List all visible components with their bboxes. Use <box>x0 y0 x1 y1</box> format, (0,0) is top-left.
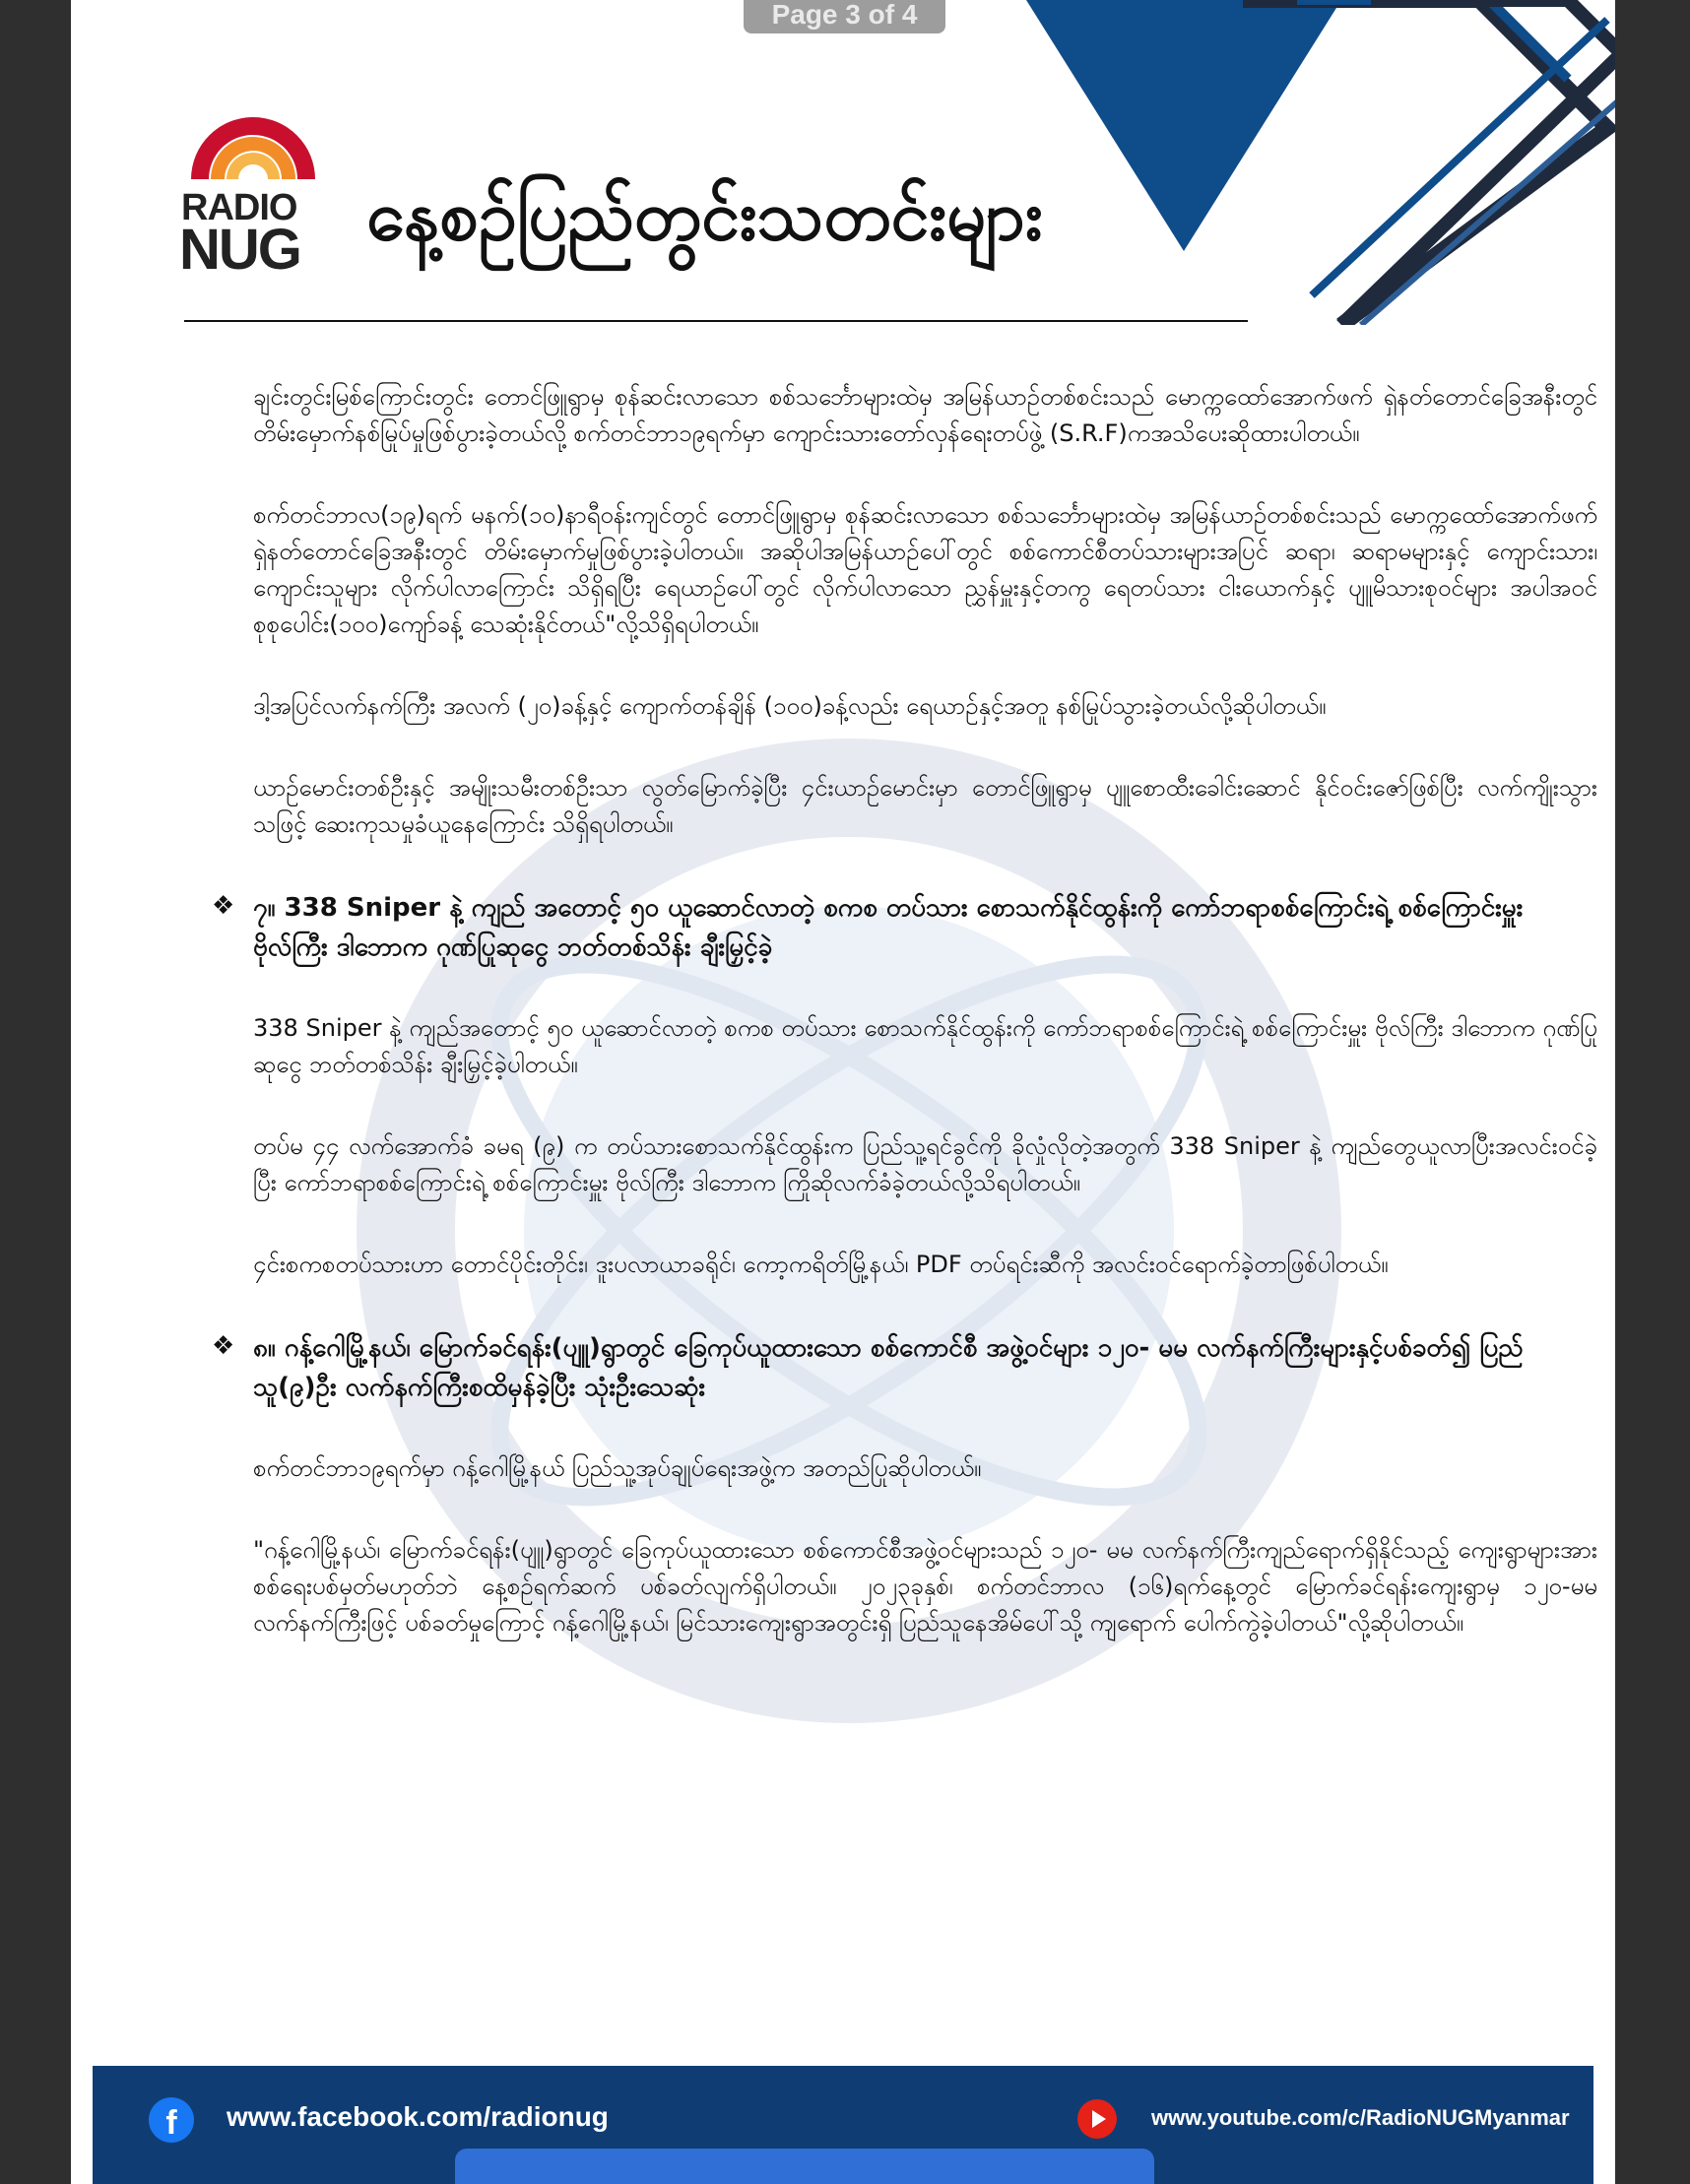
masthead-rule <box>184 320 1248 322</box>
paragraph: ယာဉ်မောင်းတစ်ဦးနှင့် အမျိုးသမီးတစ်ဦးသာ လွတ်မြောက်ခဲ့ပြီး ၄င်းယာဉ်မောင်းမှာ တောင်ဖြူရွာမှ ပျူစောထီးခေါင်းဆောင် နိုင်ဝင်းဇော်ဖြစ်ပြီး လက်ကျိုးသွားသဖြင့် ဆေးကုသမှုခံယူနေကြောင်း သိရှိရပါတယ်။ <box>253 774 1597 838</box>
viewer-margin-left <box>0 0 71 2184</box>
footer-bar <box>93 2066 1593 2184</box>
news-headline <box>212 888 1597 967</box>
headline-text: ၇။ 338 Sniper နဲ့ ကျည် အတောင့် ၅၀ ယူဆောင်လာတဲ့ စကစ တပ်သား စောသက်နိုင်ထွန်းကို ကော်ဘရာစစ်ကြောင်းရဲ့ စစ်ကြောင်းမှူး ဗိုလ်ကြီး ဒါဘောက ဂုဏ်ပြုဆုငွေ ဘတ်တစ်သိန်း ချီးမြှင့်ခဲ့ <box>253 893 1524 962</box>
facebook-link[interactable]: www.facebook.com/radionug <box>227 2101 609 2132</box>
news-headline <box>212 1328 1597 1407</box>
viewer-margin-right <box>1615 0 1690 2184</box>
diamond-bullet-icon: ❖ <box>212 1331 235 1361</box>
headline-text: ၈။ ဂန့်ဂေါမြို့နယ်၊ မြောက်ခင်ရန်း(ပျူ)ရွာတွင် ခြေကုပ်ယူထားသော စစ်ကောင်စီ အဖွဲ့ဝင်များ ၁၂၀- မမ လက်နက်ကြီးများနှင့်ပစ်ခတ်၍ ပြည်သူ(၉)ဦး လက်နက်ကြီးစထိမှန်ခဲ့ပြီး သုံးဦးသေဆုံး <box>253 1333 1524 1402</box>
paragraph: စက်တင်ဘာ၁၉ရက်မှာ ဂန့်ဂေါမြို့နယ် ပြည်သူ့အုပ်ချုပ်ရေးအဖွဲ့က အတည်ပြုဆိုပါတယ်။ <box>253 1454 982 1482</box>
page-indicator: Page 3 of 4 <box>744 0 945 33</box>
article-body <box>212 379 1597 1687</box>
paragraph: ဒါ့အပြင်လက်နက်ကြီး အလက် (၂၀)ခန့်နှင့် ကျောက်တန်ချိန် (၁၀၀)ခန့်လည်း ရေယာဉ်နှင့်အတူ နစ်မြုပ်သွားခဲ့တယ်လို့ဆိုပါတယ်။ <box>253 692 1327 720</box>
corner-decoration <box>1016 0 1615 325</box>
youtube-icon[interactable] <box>1077 2099 1117 2139</box>
masthead-title: နေ့စဉ်ပြည်တွင်းသတင်းများ <box>366 175 1043 256</box>
facebook-icon[interactable]: f <box>149 2097 194 2143</box>
logo-nug-text: NUG <box>179 218 300 282</box>
logo-radio-text: RADIO <box>181 187 297 228</box>
document-page <box>71 0 1615 2184</box>
paragraph: တပ်မ ၄၄ လက်အောက်ခံ ခမရ (၉) က တပ်သားစောသက်နိုင်ထွန်းက ပြည်သူ့ရင်ခွင်ကို ခိုလှုံလိုတဲ့အတွက် 338 Sniper နဲ့ ကျည်တွေယူလာပြီးအလင်းဝင်ခဲ့ပြီး ကော်ဘရာစစ်ကြောင်းရဲ့ စစ်ကြောင်းမှူး ဗိုလ်ကြီး ဒါဘောက ကြိုဆိုလက်ခံခဲ့တယ်လို့သိရပါတယ်။ <box>253 1132 1597 1196</box>
diamond-bullet-icon: ❖ <box>212 891 235 921</box>
paragraph: 338 Sniper နဲ့ ကျည်အတောင့် ၅၀ ယူဆောင်လာတဲ့ စကစ တပ်သား စောသက်နိုင်ထွန်းကို ကော်ဘရာစစ်ကြောင်းရဲ့ စစ်ကြောင်းမှူး ဗိုလ်ကြီး ဒါဘောက ဂုဏ်ပြုဆုငွေ ဘတ်တစ်သိန်း ချီးမြှင့်ခဲ့ပါတယ်။ <box>253 1014 1597 1078</box>
paragraph: "ဂန့်ဂေါမြို့နယ်၊ မြောက်ခင်ရန်း(ပျူ)ရွာတွင် ခြေကုပ်ယူထားသော စစ်ကောင်စီအဖွဲ့ဝင်များသည် ၁၂၀- မမ လက်နက်ကြီးကျည်ရောက်ရှိနိုင်သည့် ကျေးရွာများအား စစ်ရေးပစ်မှတ်မဟုတ်ဘဲ နေ့စဉ်ရက်ဆက် ပစ်ခတ်လျက်ရှိပါတယ်။ ၂၀၂၃ခုနှစ်၊ စက်တင်ဘာလ (၁၆)ရက်နေ့တွင် မြောက်ခင်ရန်းကျေးရွာမှ ၁၂၀-မမ လက်နက်ကြီးဖြင့် ပစ်ခတ်မှုကြောင့် ဂန့်ဂေါမြို့နယ်၊ မြင်သားကျေးရွာအတွင်းရှိ ပြည်သူနေအိမ်ပေါ်သို့ ကျရောက် ပေါက်ကွဲခဲ့ပါတယ်"လို့ဆိုပါတယ်။ <box>253 1536 1597 1637</box>
paragraph: ၄င်းစကစတပ်သားဟာ တောင်ပိုင်းတိုင်း၊ ဒူးပလာယာခရိုင်၊ ကော့ကရိတ်မြို့နယ်၊ PDF တပ်ရင်းဆီကို အလင်းဝင်ရောက်ခဲ့တာဖြစ်ပါတယ်။ <box>253 1251 1389 1278</box>
paragraph: ချင်းတွင်းမြစ်ကြောင်းတွင်း တောင်ဖြူရွာမှ စုန်ဆင်းလာသော စစ်သင်္ဘောများထဲမှ အမြန်ယာဉ်တစ်စင်းသည် မောက္ကထော်အောက်ဖက် ရှဲနတ်တောင်ခြေအနီးတွင် တိမ်းမှောက်နစ်မြုပ်မှုဖြစ်ပွားခဲ့တယ်လို့ စက်တင်ဘာ၁၉ရက်မှာ ကျောင်းသားတော်လှန်ရေးတပ်ဖွဲ့ (S.R.F)ကအသိပေးဆိုထားပါတယ်။ <box>253 383 1597 447</box>
footer-tab <box>455 2149 1154 2184</box>
paragraph: စက်တင်ဘာလ(၁၉)ရက် မနက်(၁၀)နာရီဝန်းကျင်တွင် တောင်ဖြူရွာမှ စုန်ဆင်းလာသော စစ်သင်္ဘောများထဲမှ အမြန်ယာဉ်တစ်စင်းသည် မောက္ကထော်အောက်ဖက် ရှဲနတ်တောင်ခြေအနီးတွင် တိမ်းမှောက်မှုဖြစ်ပွားခဲ့ပါတယ်။ အဆိုပါအမြန်ယာဉ်ပေါ်တွင် စစ်ကောင်စီတပ်သားများအပြင် ဆရာ၊ ဆရာမများနှင့် ကျောင်းသား၊ ကျောင်းသူများ လိုက်ပါလာကြောင်း သိရှိရပြီး ရေယာဉ်ပေါ်တွင် လိုက်ပါလာသော ညွှန်မှူးနှင့်တကွ ရေတပ်သား ငါးယောက်နှင့် ပျူမိသားစုဝင်များ အပါအဝင် စုစုပေါင်း(၁၀၀)ကျော်ခန့် သေဆုံးနိုင်တယ်"လို့သိရှိရပါတယ်။ <box>253 501 1597 638</box>
youtube-link[interactable]: www.youtube.com/c/RadioNUGMyanmar <box>1151 2105 1570 2130</box>
